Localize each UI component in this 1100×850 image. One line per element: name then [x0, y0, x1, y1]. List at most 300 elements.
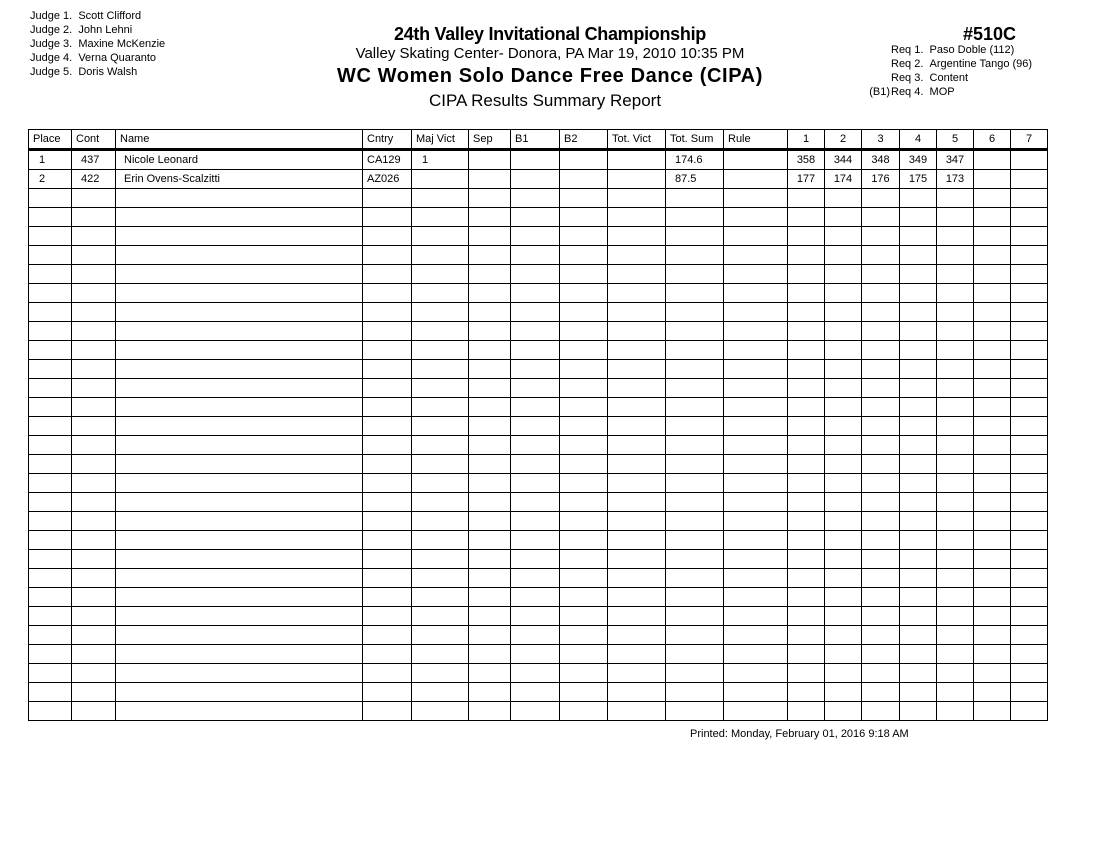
empty-cell — [72, 189, 116, 208]
empty-cell — [937, 588, 974, 607]
empty-cell — [900, 550, 937, 569]
judge-1: Judge 1. Scott Clifford — [30, 10, 142, 22]
empty-cell — [862, 683, 900, 702]
empty-cell — [412, 588, 469, 607]
empty-cell — [608, 322, 666, 341]
empty-cell — [511, 569, 560, 588]
empty-cell — [412, 569, 469, 588]
empty-cell — [825, 341, 862, 360]
empty-cell — [412, 417, 469, 436]
empty-cell — [116, 531, 363, 550]
empty-cell — [900, 626, 937, 645]
empty-cell — [560, 341, 608, 360]
empty-cell — [412, 322, 469, 341]
empty-cell — [412, 493, 469, 512]
col-judge-2: 2 — [825, 130, 862, 150]
table-row — [29, 150, 1048, 170]
empty-cell — [116, 550, 363, 569]
cell-cntry: AZ026 — [363, 170, 412, 189]
empty-cell — [560, 512, 608, 531]
empty-cell — [974, 398, 1011, 417]
table-row — [29, 170, 1048, 189]
empty-cell — [900, 607, 937, 626]
empty-cell — [469, 379, 511, 398]
empty-cell — [862, 607, 900, 626]
empty-cell — [608, 474, 666, 493]
empty-cell — [937, 284, 974, 303]
empty-cell — [608, 702, 666, 721]
empty-cell — [900, 303, 937, 322]
empty-cell — [788, 436, 825, 455]
empty-cell — [511, 531, 560, 550]
empty-cell — [900, 569, 937, 588]
empty-cell — [788, 227, 825, 246]
empty-cell — [666, 417, 724, 436]
empty-cell — [1011, 360, 1048, 379]
empty-cell — [900, 493, 937, 512]
empty-cell — [72, 626, 116, 645]
empty-cell — [724, 702, 788, 721]
empty-cell — [974, 189, 1011, 208]
empty-cell — [116, 379, 363, 398]
empty-cell — [666, 626, 724, 645]
empty-cell — [560, 531, 608, 550]
empty-cell — [788, 569, 825, 588]
col-judge-7: 7 — [1011, 130, 1048, 150]
empty-cell — [412, 683, 469, 702]
empty-cell — [825, 493, 862, 512]
empty-cell — [608, 588, 666, 607]
empty-cell — [825, 246, 862, 265]
empty-cell — [469, 398, 511, 417]
empty-cell — [116, 360, 363, 379]
empty-cell — [724, 455, 788, 474]
empty-cell — [412, 398, 469, 417]
empty-cell — [937, 607, 974, 626]
empty-cell — [116, 265, 363, 284]
empty-cell — [1011, 303, 1048, 322]
empty-cell — [862, 246, 900, 265]
empty-cell — [862, 474, 900, 493]
empty-cell — [511, 246, 560, 265]
empty-cell — [825, 626, 862, 645]
empty-cell — [862, 322, 900, 341]
empty-cell — [974, 246, 1011, 265]
empty-cell — [1011, 550, 1048, 569]
empty-cell — [608, 436, 666, 455]
empty-cell — [560, 436, 608, 455]
col-sep: Sep — [469, 130, 511, 150]
empty-cell — [788, 208, 825, 227]
requirement-2: Req 2. Argentine Tango (96) — [891, 58, 1033, 70]
empty-cell — [724, 683, 788, 702]
empty-cell — [666, 322, 724, 341]
empty-cell — [469, 265, 511, 284]
empty-cell — [900, 531, 937, 550]
empty-cell — [511, 379, 560, 398]
empty-cell — [1011, 493, 1048, 512]
empty-cell — [666, 265, 724, 284]
empty-cell — [900, 683, 937, 702]
empty-cell — [608, 246, 666, 265]
empty-cell — [862, 208, 900, 227]
empty-cell — [29, 341, 72, 360]
empty-cell — [560, 417, 608, 436]
empty-cell — [825, 227, 862, 246]
empty-cell — [29, 379, 72, 398]
empty-cell — [511, 322, 560, 341]
judges-list — [30, 9, 165, 79]
empty-cell — [666, 645, 724, 664]
empty-cell — [788, 702, 825, 721]
empty-cell — [900, 702, 937, 721]
empty-cell — [116, 417, 363, 436]
empty-cell — [862, 379, 900, 398]
empty-cell — [469, 645, 511, 664]
empty-cell — [608, 379, 666, 398]
empty-cell — [900, 588, 937, 607]
empty-table-row — [29, 341, 1048, 360]
empty-cell — [469, 512, 511, 531]
empty-cell — [788, 398, 825, 417]
cell-name: Nicole Leonard — [116, 150, 363, 170]
empty-cell — [608, 265, 666, 284]
empty-cell — [937, 702, 974, 721]
empty-cell — [412, 664, 469, 683]
empty-cell — [666, 493, 724, 512]
empty-cell — [724, 379, 788, 398]
empty-cell — [363, 702, 412, 721]
empty-cell — [666, 246, 724, 265]
empty-cell — [825, 208, 862, 227]
empty-cell — [608, 569, 666, 588]
cell-place: 1 — [29, 150, 72, 170]
empty-cell — [724, 493, 788, 512]
empty-table-row — [29, 246, 1048, 265]
empty-cell — [608, 607, 666, 626]
empty-cell — [469, 455, 511, 474]
empty-cell — [469, 664, 511, 683]
empty-cell — [511, 303, 560, 322]
empty-cell — [862, 588, 900, 607]
empty-cell — [608, 284, 666, 303]
empty-cell — [116, 303, 363, 322]
empty-cell — [29, 322, 72, 341]
empty-cell — [511, 683, 560, 702]
empty-cell — [363, 303, 412, 322]
empty-cell — [608, 683, 666, 702]
empty-cell — [363, 341, 412, 360]
empty-cell — [412, 208, 469, 227]
empty-cell — [974, 322, 1011, 341]
empty-cell — [937, 227, 974, 246]
empty-cell — [1011, 341, 1048, 360]
empty-cell — [724, 341, 788, 360]
empty-cell — [937, 246, 974, 265]
empty-cell — [511, 474, 560, 493]
empty-cell — [608, 493, 666, 512]
empty-cell — [116, 645, 363, 664]
empty-cell — [788, 246, 825, 265]
empty-table-row — [29, 531, 1048, 550]
empty-cell — [974, 512, 1011, 531]
empty-cell — [1011, 455, 1048, 474]
empty-cell — [412, 474, 469, 493]
empty-cell — [724, 512, 788, 531]
empty-cell — [469, 322, 511, 341]
empty-cell — [900, 417, 937, 436]
empty-cell — [937, 493, 974, 512]
empty-cell — [974, 664, 1011, 683]
empty-cell — [72, 246, 116, 265]
empty-cell — [560, 664, 608, 683]
empty-cell — [900, 455, 937, 474]
empty-cell — [724, 246, 788, 265]
empty-cell — [29, 246, 72, 265]
empty-cell — [724, 417, 788, 436]
empty-cell — [72, 455, 116, 474]
empty-cell — [825, 588, 862, 607]
empty-cell — [1011, 189, 1048, 208]
empty-cell — [412, 189, 469, 208]
empty-cell — [29, 417, 72, 436]
empty-cell — [608, 417, 666, 436]
empty-table-row — [29, 588, 1048, 607]
empty-cell — [29, 208, 72, 227]
empty-table-row — [29, 303, 1048, 322]
judge-3: Judge 3. Maxine McKenzie — [30, 38, 166, 50]
judge-2: Judge 2. John Lehni — [30, 24, 133, 36]
empty-cell — [116, 474, 363, 493]
empty-cell — [469, 683, 511, 702]
empty-table-row — [29, 379, 1048, 398]
empty-cell — [666, 436, 724, 455]
empty-cell — [511, 550, 560, 569]
empty-cell — [937, 398, 974, 417]
empty-cell — [825, 569, 862, 588]
empty-cell — [72, 227, 116, 246]
empty-cell — [608, 512, 666, 531]
empty-cell — [788, 417, 825, 436]
empty-cell — [469, 531, 511, 550]
empty-cell — [412, 512, 469, 531]
empty-cell — [666, 702, 724, 721]
empty-cell — [825, 531, 862, 550]
empty-cell — [608, 227, 666, 246]
col-b2: B2 — [560, 130, 608, 150]
empty-cell — [29, 189, 72, 208]
empty-table-row — [29, 265, 1048, 284]
empty-cell — [937, 189, 974, 208]
empty-cell — [560, 493, 608, 512]
empty-cell — [862, 702, 900, 721]
empty-cell — [1011, 398, 1048, 417]
empty-cell — [608, 626, 666, 645]
empty-cell — [116, 227, 363, 246]
empty-cell — [116, 569, 363, 588]
empty-cell — [29, 569, 72, 588]
empty-cell — [724, 360, 788, 379]
empty-cell — [511, 588, 560, 607]
empty-cell — [511, 645, 560, 664]
empty-cell — [363, 227, 412, 246]
empty-cell — [72, 417, 116, 436]
empty-cell — [862, 341, 900, 360]
empty-cell — [469, 246, 511, 265]
empty-cell — [72, 208, 116, 227]
cell-tot-sum: 87.5 — [666, 170, 724, 189]
empty-cell — [666, 474, 724, 493]
empty-table-row — [29, 493, 1048, 512]
empty-cell — [788, 683, 825, 702]
empty-cell — [937, 455, 974, 474]
cell-b2 — [560, 170, 608, 189]
empty-cell — [511, 398, 560, 417]
empty-cell — [900, 512, 937, 531]
empty-cell — [511, 227, 560, 246]
empty-cell — [788, 322, 825, 341]
empty-table-row — [29, 512, 1048, 531]
empty-cell — [72, 493, 116, 512]
empty-cell — [469, 284, 511, 303]
empty-table-row — [29, 208, 1048, 227]
empty-cell — [363, 208, 412, 227]
empty-cell — [974, 645, 1011, 664]
empty-cell — [72, 702, 116, 721]
empty-cell — [724, 531, 788, 550]
empty-cell — [29, 284, 72, 303]
empty-cell — [937, 265, 974, 284]
empty-cell — [363, 588, 412, 607]
empty-cell — [666, 189, 724, 208]
empty-cell — [974, 265, 1011, 284]
empty-cell — [825, 607, 862, 626]
empty-cell — [29, 360, 72, 379]
empty-cell — [900, 379, 937, 398]
empty-cell — [825, 474, 862, 493]
empty-cell — [724, 208, 788, 227]
empty-cell — [974, 493, 1011, 512]
empty-cell — [116, 246, 363, 265]
empty-cell — [363, 322, 412, 341]
empty-cell — [29, 550, 72, 569]
empty-cell — [1011, 683, 1048, 702]
empty-cell — [363, 360, 412, 379]
empty-cell — [29, 664, 72, 683]
empty-cell — [560, 626, 608, 645]
empty-cell — [974, 360, 1011, 379]
empty-cell — [412, 436, 469, 455]
empty-table-row — [29, 683, 1048, 702]
empty-cell — [825, 189, 862, 208]
empty-cell — [1011, 588, 1048, 607]
empty-cell — [666, 341, 724, 360]
empty-cell — [937, 512, 974, 531]
empty-cell — [666, 607, 724, 626]
empty-cell — [560, 645, 608, 664]
empty-table-row — [29, 702, 1048, 721]
empty-cell — [511, 341, 560, 360]
empty-cell — [363, 512, 412, 531]
report-title: CIPA Results Summary Report — [428, 91, 662, 110]
cell-tot-vict — [608, 170, 666, 189]
cell-sep — [469, 150, 511, 170]
empty-cell — [72, 569, 116, 588]
empty-cell — [788, 493, 825, 512]
empty-cell — [825, 284, 862, 303]
empty-cell — [412, 702, 469, 721]
empty-cell — [900, 398, 937, 417]
empty-cell — [937, 474, 974, 493]
empty-cell — [900, 208, 937, 227]
empty-cell — [560, 246, 608, 265]
empty-cell — [469, 702, 511, 721]
empty-cell — [724, 645, 788, 664]
cell-b1 — [511, 150, 560, 170]
empty-cell — [724, 607, 788, 626]
empty-cell — [560, 683, 608, 702]
empty-cell — [974, 569, 1011, 588]
empty-cell — [974, 208, 1011, 227]
empty-cell — [974, 341, 1011, 360]
cell-sep — [469, 170, 511, 189]
empty-cell — [974, 303, 1011, 322]
empty-table-row — [29, 417, 1048, 436]
empty-cell — [788, 607, 825, 626]
empty-cell — [116, 189, 363, 208]
empty-cell — [788, 360, 825, 379]
empty-table-row — [29, 607, 1048, 626]
empty-cell — [666, 284, 724, 303]
empty-cell — [116, 702, 363, 721]
empty-cell — [560, 588, 608, 607]
empty-cell — [900, 664, 937, 683]
col-cont: Cont — [72, 130, 116, 150]
empty-cell — [974, 683, 1011, 702]
empty-cell — [29, 303, 72, 322]
col-judge-3: 3 — [862, 130, 900, 150]
col-cntry: Cntry — [363, 130, 412, 150]
empty-cell — [560, 607, 608, 626]
empty-cell — [937, 626, 974, 645]
empty-cell — [900, 436, 937, 455]
empty-cell — [825, 645, 862, 664]
empty-cell — [937, 436, 974, 455]
cell-judge-4: 349 — [900, 150, 937, 170]
empty-cell — [974, 550, 1011, 569]
empty-cell — [666, 569, 724, 588]
empty-cell — [363, 664, 412, 683]
empty-cell — [116, 284, 363, 303]
empty-cell — [363, 626, 412, 645]
cell-maj-vict — [412, 170, 469, 189]
empty-cell — [363, 645, 412, 664]
empty-cell — [666, 512, 724, 531]
cell-tot-sum: 174.6 — [666, 150, 724, 170]
cell-judge-1: 358 — [788, 150, 825, 170]
empty-cell — [937, 664, 974, 683]
cell-cont: 422 — [72, 170, 116, 189]
empty-cell — [900, 341, 937, 360]
requirement-1: Req 1. Paso Doble (112) — [891, 44, 1015, 56]
empty-cell — [937, 683, 974, 702]
cell-cntry: CA129 — [363, 150, 412, 170]
requirement-3: Req 3. Content — [891, 72, 969, 84]
cell-cont: 437 — [72, 150, 116, 170]
empty-table-row — [29, 189, 1048, 208]
empty-cell — [469, 474, 511, 493]
empty-cell — [363, 246, 412, 265]
